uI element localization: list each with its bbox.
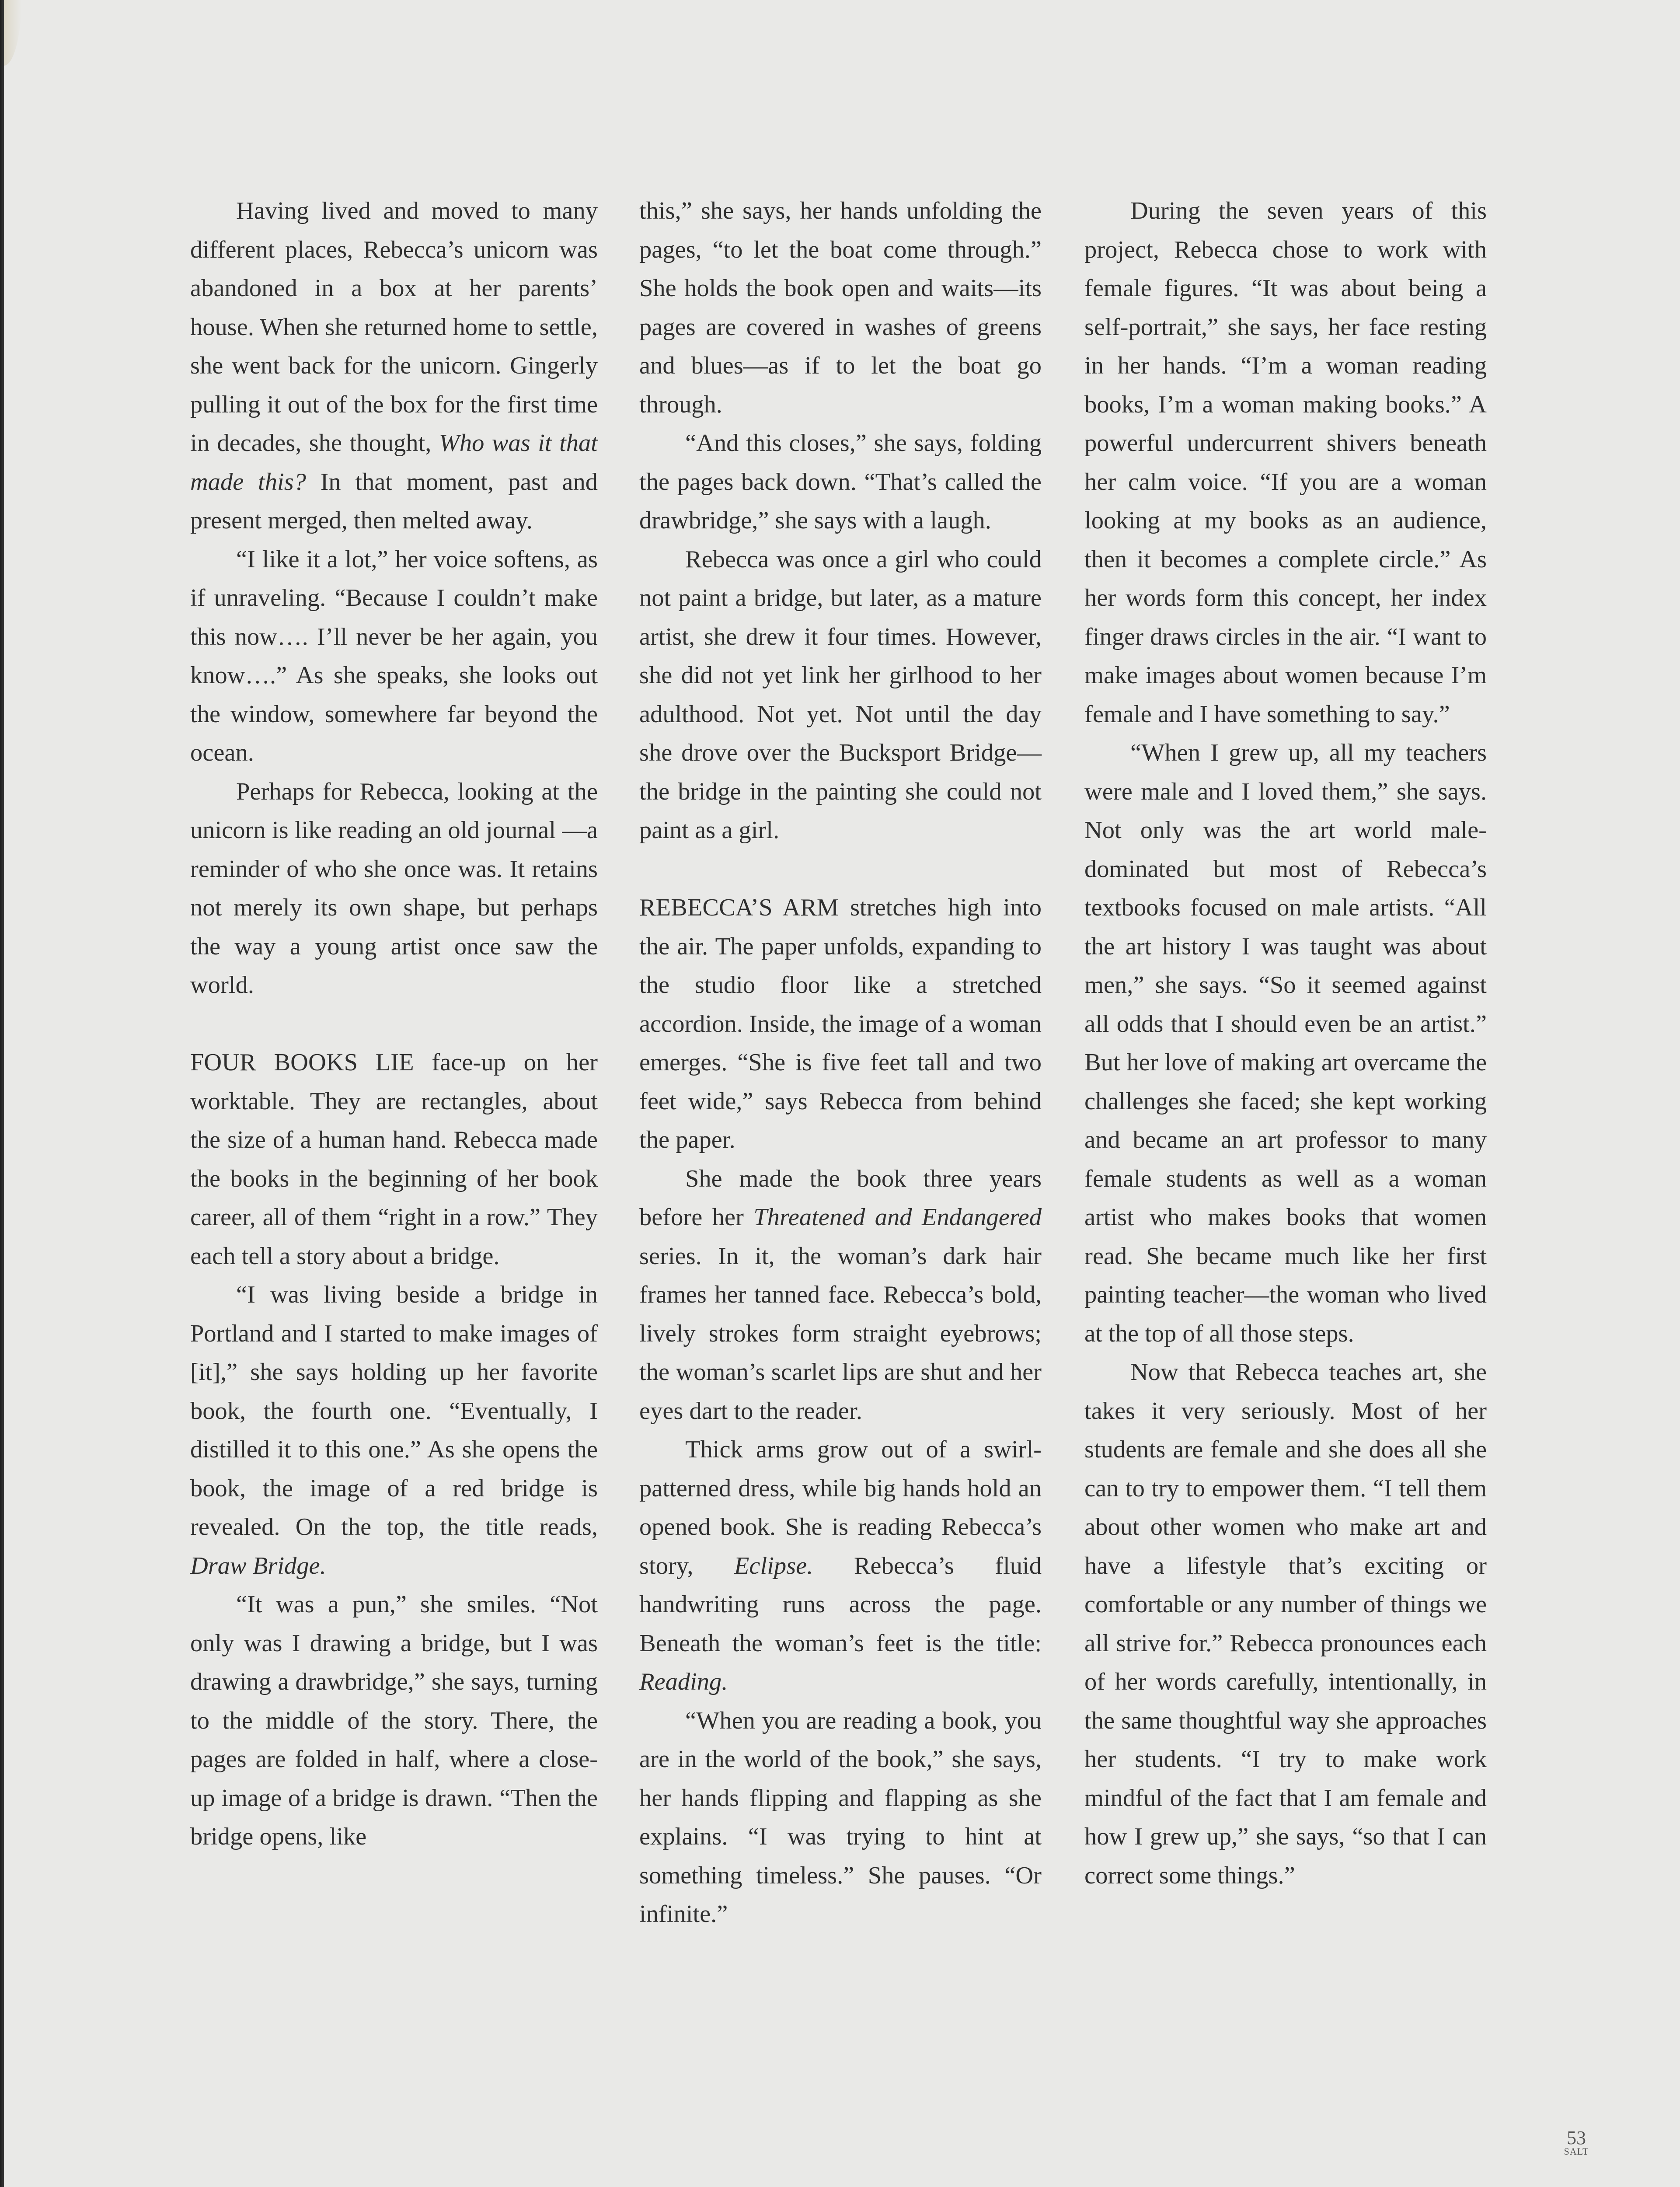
paragraph-text: During the seven years of this project, Rebecca chose to work with female figures. “It was about being a self-portrait,” she says, her face resting in her hands. “I’m a woman reading books, I’m a woman making books.” A powerful undercurrent shivers beneath her calm voice. “If you are a woman looking at my books as an audience, then it becomes a complete circle.” As her words form this concept, her index finger draws circles in the air. “I want to make images about women because I’m female and I have something to say.”: [1084, 197, 1487, 728]
paragraph-text: Rebecca was once a girl who could not paint a bridge, but later, as a mature artist, she drew it four times. However, she did not yet link her girlhood to her adulthood. Not yet. Not until the day she drove over the Bucksport Bridge—the bridge in the painting she could not paint as a girl.: [639, 545, 1042, 844]
page-footer: [1557, 2129, 1596, 2156]
paragraph-text: face-up on her worktable. They are rectangles, about the size of a human hand. Rebecca made the books in the beginning of her book career, all of them “right in a row.” They each tell a story about a bridge.: [190, 1049, 598, 1270]
paragraph-text: In that moment, past and present merged, then melted away.: [190, 468, 598, 534]
paragraph-text: Thick arms grow out of a swirlpatterned dress, while big hands hold an opened book. She is reading Rebecca’s story,: [639, 1436, 1042, 1579]
text-column-2: [639, 192, 1042, 1934]
page-binding-edge: [0, 0, 4, 2187]
magazine-name: SALT: [1564, 2146, 1589, 2157]
section-lead-in: REBECCA’S ARM: [639, 894, 839, 921]
paragraph: [1084, 192, 1487, 734]
paragraph-text: “It was a pun,” she smiles. “Not only was I drawing a bridge, but I was drawing a drawbridge,” she says, turning to the middle of the story. There, the pages are folded in half, where a close-up image of a bridge is drawn. “Then the bridge opens, like: [190, 1591, 598, 1850]
italic-title-text: Who was it that made this?: [190, 430, 598, 496]
paragraph-text: She made the book three years before her: [639, 1165, 1042, 1231]
paragraph: [639, 1160, 1042, 1431]
paragraph: [639, 424, 1042, 540]
paragraph-text: this,” she says, her hands unfolding the pages, “to let the boat come through.” She holds the book open and waits—its pages are covered in washes of greens and blues—as if to let the boat go through.: [639, 197, 1042, 418]
paragraph-text: “And this closes,” she says, folding the pages back down. “That’s called the drawbridge,” she says with a laugh.: [639, 430, 1042, 534]
italic-title-text: Draw Bridge.: [190, 1552, 326, 1579]
paragraph-text: Having lived and moved to many different places, Rebecca’s unicorn was abandoned in a box at her parents’ house. When she returned home to settle, she went back for the unicorn. Gingerly pulling it out of the box for the first time in decades, she thought,: [190, 197, 598, 457]
paragraph: [639, 192, 1042, 424]
paragraph: [639, 1430, 1042, 1701]
paragraph-text: series. In it, the woman’s dark hair frames her tanned face. Rebecca’s bold, lively strokes form straight eyebrows; the woman’s scarlet lips are shut and her eyes dart to the reader.: [639, 1242, 1042, 1425]
paragraph: [190, 540, 598, 772]
paragraph: [190, 772, 598, 1005]
paragraph: [190, 1275, 598, 1585]
paragraph: [639, 1701, 1042, 1934]
paragraph-text: “I was living beside a bridge in Portland and I started to make images of [it],” she says holding up her favorite book, the fourth one. “Eventually, I distilled it to this one.” As she opens the book, the image of a red bridge is revealed. On the top, the title reads,: [190, 1281, 598, 1541]
page-number: 53: [1567, 2127, 1586, 2149]
section-lead-in: FOUR BOOKS LIE: [190, 1049, 414, 1076]
paragraph: [639, 540, 1042, 850]
paragraph-text: “When I grew up, all my teachers were male and I loved them,” she says. Not only was the art world maledominated but most of Rebecca’s textbooks focused on male artists. “All the art history I was taught was about men,” she says. “So it seemed against all odds that I should even be an artist.” But her love of making art overcame the challenges she faced; she kept working and became an art professor to many female students as well as a woman artist who makes books that women read. She became much like her first painting teacher—the woman who lived at the top of all those steps.: [1084, 739, 1487, 1347]
paragraph: [1084, 1353, 1487, 1895]
page-curl-shadow: [4, 0, 21, 66]
italic-title-text: Reading.: [639, 1668, 728, 1695]
paragraph-text: “I like it a lot,” her voice softens, as if unraveling. “Because I couldn’t make this now…. I’ll never be her again, you know….” As she speaks, she looks out the window, somewhere far beyond the ocean.: [190, 545, 598, 766]
italic-title-text: Threatened and Endangered: [753, 1204, 1042, 1231]
paragraph-text: “When you are reading a book, you are in the world of the book,” she says, her hands flipping and flapping as she explains. “I was trying to hint at something timeless.” She pauses. “Or infinite.”: [639, 1707, 1042, 1928]
paragraph-text: Rebecca’s fluid handwriting runs across the page. Beneath the woman’s feet is the title:: [639, 1552, 1042, 1657]
section-opening-paragraph: [190, 1043, 598, 1275]
paragraph: [1084, 734, 1487, 1353]
section-opening-paragraph: [639, 888, 1042, 1160]
text-column-3: [1084, 192, 1487, 1895]
paragraph-text: Now that Rebecca teaches art, she takes it very seriously. Most of her students are female and she does all she can to try to empower them. “I tell them about other women who make art and have a lifestyle that’s exciting or comfortable or any number of things we all strive for.” Rebecca pronounces each of her words carefully, intentionally, in the same thoughtful way she approaches her students. “I try to make work mindful of the fact that I am female and how I grew up,” she says, “so that I can correct some things.”: [1084, 1359, 1487, 1889]
text-column-1: [190, 192, 598, 1856]
paragraph-text: stretches high into the air. The paper unfolds, expanding to the studio floor like a stretched accordion. Inside, the image of a woman emerges. “She is five feet tall and two feet wide,” says Rebecca from behind the paper.: [639, 894, 1042, 1153]
italic-title-text: Eclipse.: [734, 1552, 813, 1579]
paragraph: [190, 192, 598, 540]
paragraph: [190, 1585, 598, 1856]
paragraph-text: Perhaps for Rebecca, looking at the unicorn is like reading an old journal —a reminder of who she once was. It retains not merely its own shape, but perhaps the way a young artist once saw the world.: [190, 778, 598, 999]
